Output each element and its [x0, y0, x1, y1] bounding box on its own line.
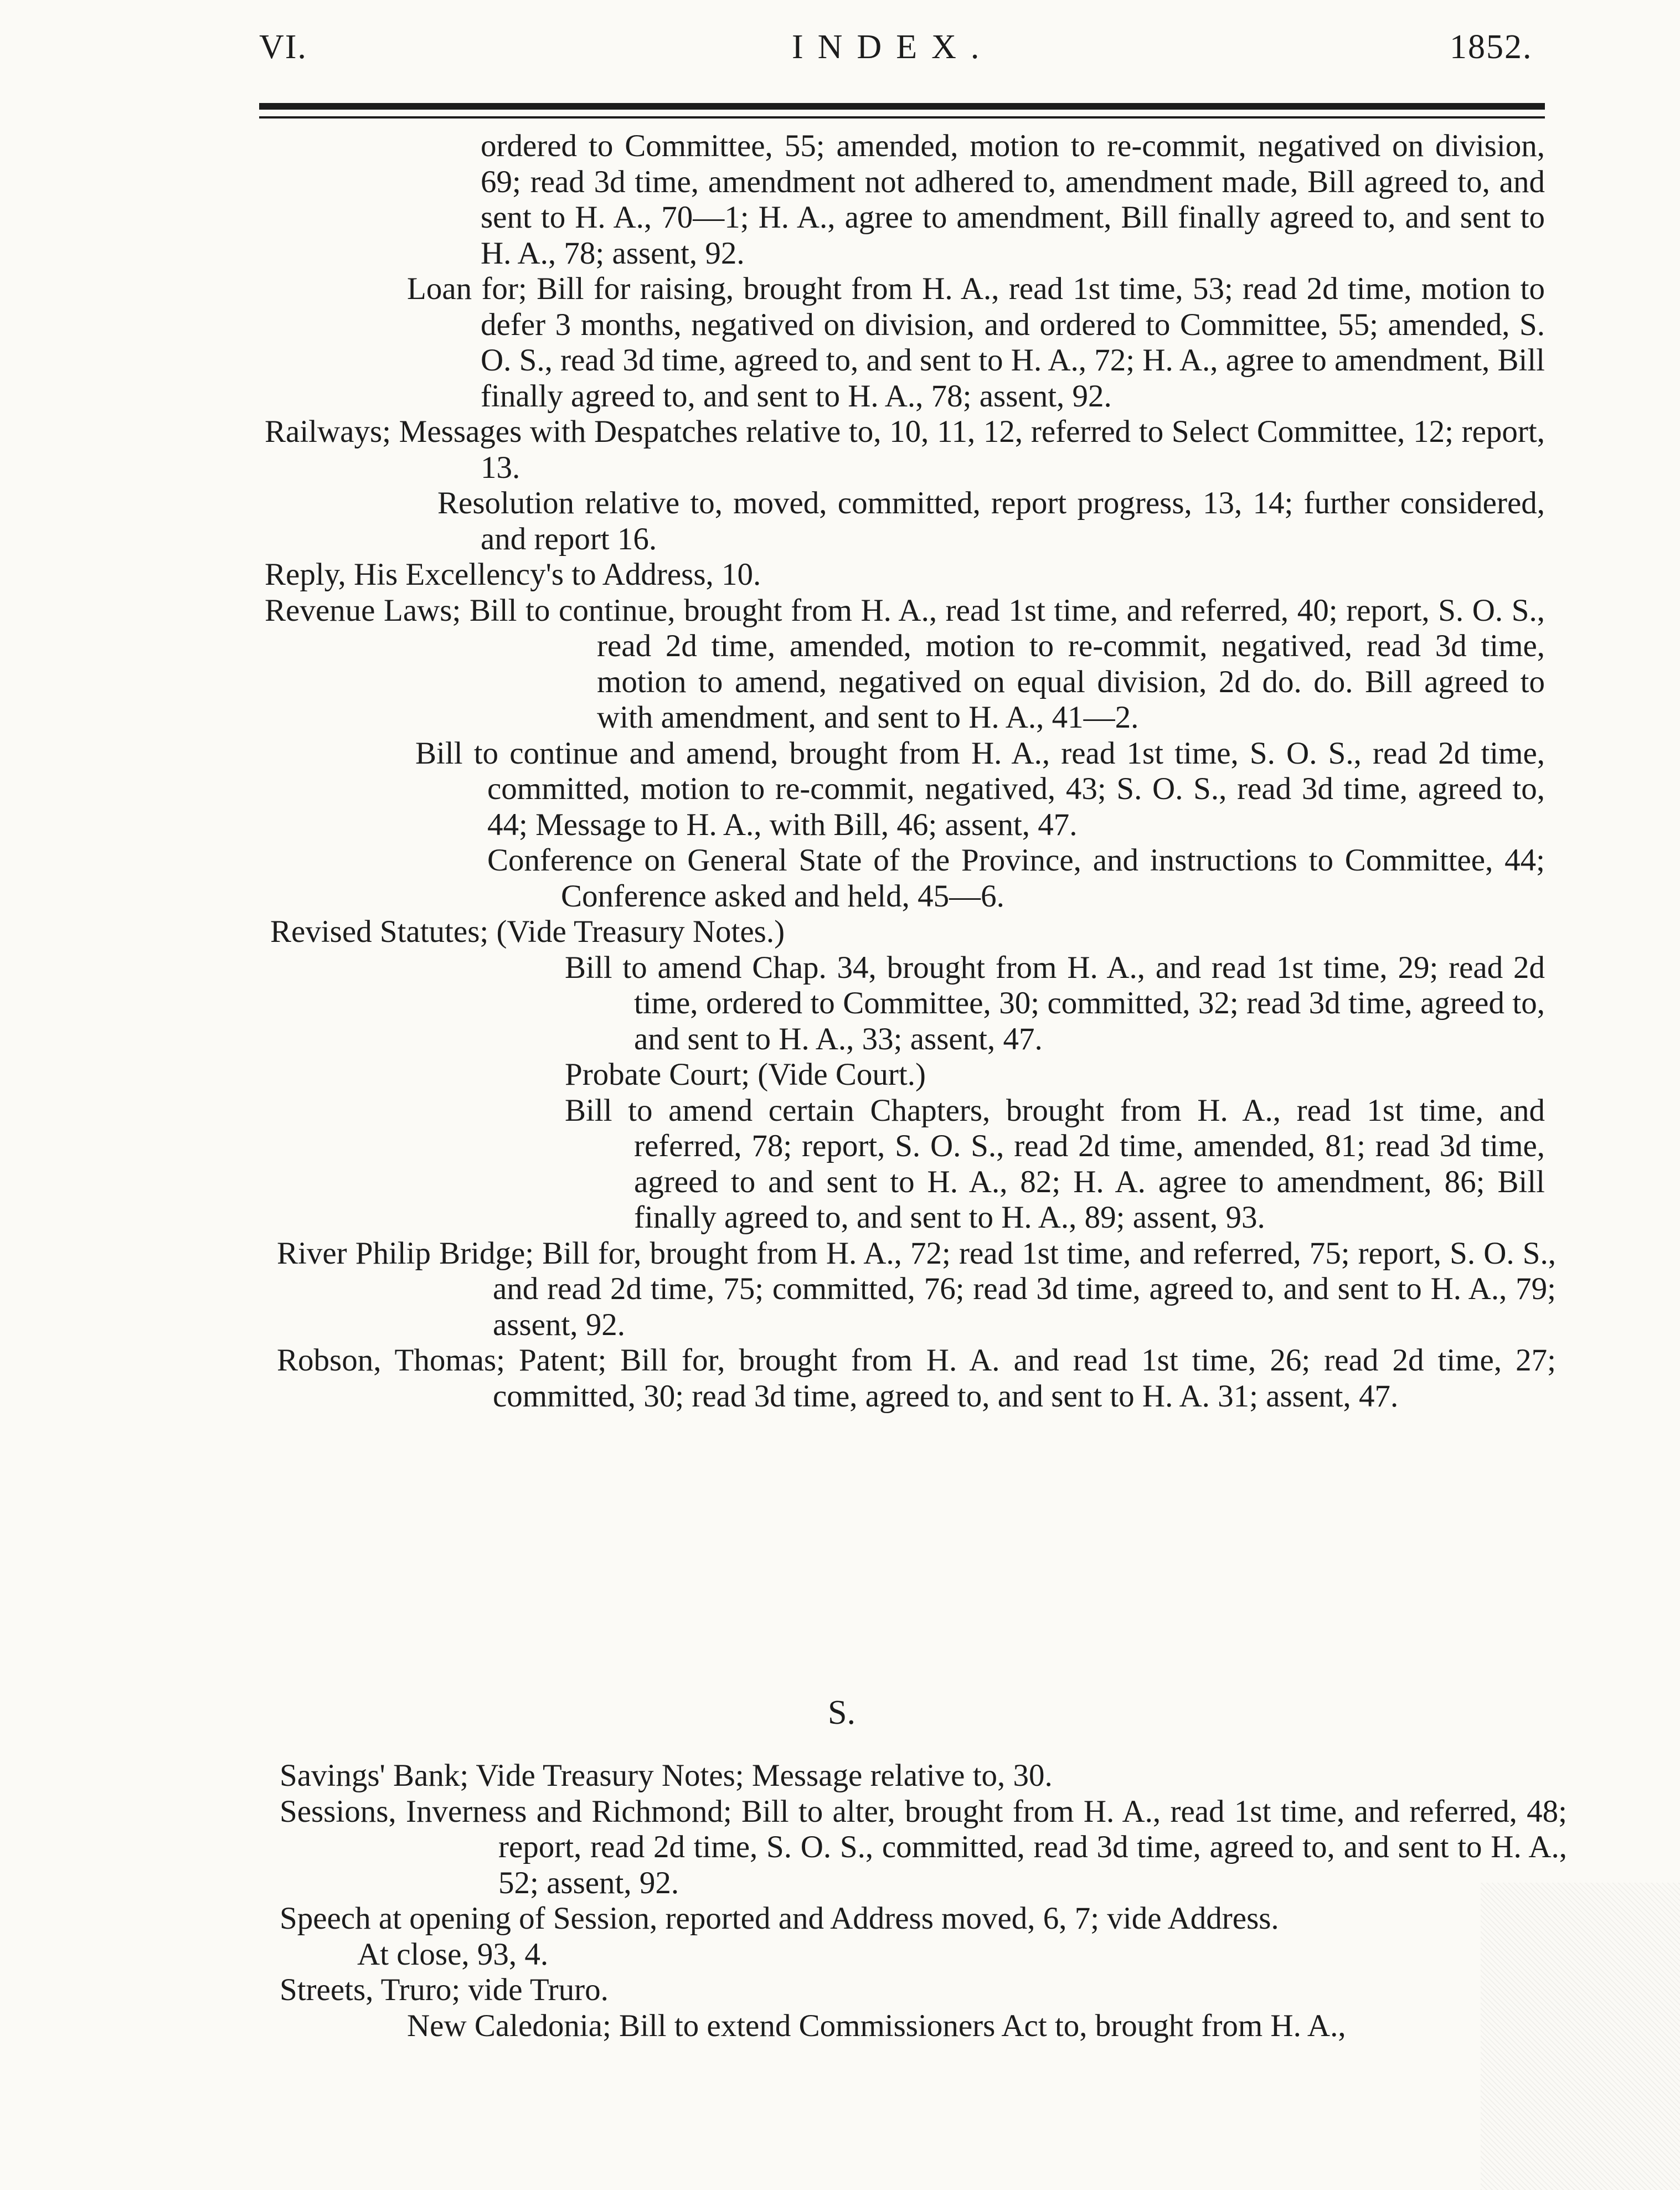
page-number: VI.	[259, 28, 307, 66]
index-entry: New Caledonia; Bill to extend Commissioners Act to, brought from H. A.,	[407, 2008, 1346, 2043]
page-title: INDEX.	[792, 28, 994, 66]
index-entry: Revenue Laws; Bill to continue, brought from H. A., read 1st time, and referred, 40; report, S. O. S., read 2d time, amended, motion to re-commit, negatived, read 3d time, motion to amend, negatived on equal division, 2d do. do. Bill agreed to with amendment, and sent to H. A., 41—2.	[265, 592, 1545, 735]
index-entry: Loan for; Bill for raising, brought from H. A., read 1st time, 53; read 2d time, motion to defer 3 months, negatived on division, and ordered to Committee, 55; amended, S. O. S., read 3d time, agreed to, and sent to H. A., 72; H. A., agree to amendment, Bill finally agreed to, and sent to H. A., 78; assent, 92.	[407, 271, 1545, 414]
paper-texture	[1481, 1883, 1680, 2190]
index-entry: Probate Court; (Vide Court.)	[565, 1057, 926, 1092]
index-entry: Bill to amend certain Chapters, brought from H. A., read 1st time, and referred, 78; report, S. O. S., read 2d time, amended, 81; read 3d time, agreed to and sent to H. A., 82; H. A. agree to amendment, 86; Bill finally agreed to, and sent to H. A., 89; assent, 93.	[565, 1093, 1545, 1235]
index-entry: Resolution relative to, moved, committed, report progress, 13, 14; further considered, and report 16.	[437, 486, 1545, 556]
index-entry: At close, 93, 4.	[357, 1936, 549, 1972]
index-entries-s	[0, 1758, 1680, 2044]
index-entry: Sessions, Inverness and Richmond; Bill to alter, brought from H. A., read 1st time, and referred, 48; report, read 2d time, S. O. S., committed, read 3d time, agreed to, and sent to H. A., 52; assent, 92.	[280, 1794, 1567, 1900]
index-entry: Robson, Thomas; Patent; Bill for, brought from H. A. and read 1st time, 26; read 2d time, 27; committed, 30; read 3d time, agreed to, and sent to H. A. 31; assent, 47.	[277, 1343, 1556, 1414]
index-entry: Speech at opening of Session, reported and Address moved, 6, 7; vide Address.	[280, 1901, 1279, 1936]
index-entry: Streets, Truro; vide Truro.	[280, 1972, 609, 2007]
index-entry: Savings' Bank; Vide Treasury Notes; Message relative to, 30.	[280, 1758, 1053, 1793]
header-rule-thick	[259, 103, 1545, 110]
index-entry: ordered to Committee, 55; amended, motion to re-commit, negatived on division, 69; read 3d time, amendment not adhered to, amendment made, Bill agreed to, and sent to H. A., 70—1; H. A., agree to amendment, Bill finally agreed to, and sent to H. A., 78; assent, 92.	[481, 128, 1545, 271]
page-year: 1852.	[1450, 28, 1533, 66]
index-entry: Bill to amend Chap. 34, brought from H. A., and read 1st time, 29; read 2d time, ordered to Committee, 30; committed, 32; read 3d time, agreed to, and sent to H. A., 33; assent, 47.	[565, 950, 1545, 1057]
index-entries-r	[0, 128, 1680, 1414]
index-entry: Reply, His Excellency's to Address, 10.	[265, 557, 761, 592]
index-entry: Bill to continue and amend, brought from H. A., read 1st time, S. O. S., read 2d time, committed, motion to re-commit, negatived, 43; S. O. S., read 3d time, agreed to, 44; Message to H. A., with Bill, 46; assent, 47.	[415, 735, 1545, 842]
index-entry: Conference on General State of the Province, and instructions to Committee, 44; Conference asked and held, 45—6.	[487, 843, 1545, 914]
section-letter: S.	[828, 1694, 856, 1732]
index-entry: River Philip Bridge; Bill for, brought from H. A., 72; read 1st time, and referred, 75; report, S. O. S., and read 2d time, 75; committed, 76; read 3d time, agreed to, and sent to H. A., 79; assent, 92.	[277, 1235, 1556, 1342]
header-rule-thin	[259, 116, 1545, 118]
index-entry: Railways; Messages with Despatches relative to, 10, 11, 12, referred to Select Committee, 12; report, 13.	[265, 414, 1545, 485]
index-entry: Revised Statutes; (Vide Treasury Notes.)	[270, 914, 785, 949]
